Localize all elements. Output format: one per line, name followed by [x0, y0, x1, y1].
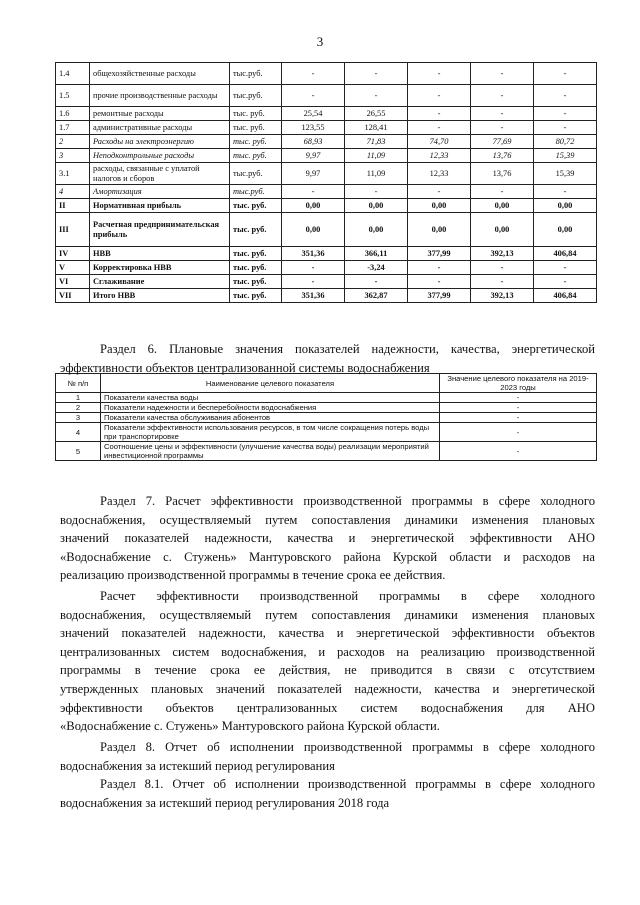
row-value: 9,97 [282, 149, 345, 163]
table-row [56, 199, 597, 213]
text-line: эффективности объектов централизованной системы водоснабжения [60, 360, 430, 375]
efficiency-paragraph [60, 587, 595, 736]
header-value: Значение целевого показателя на 2019-2023 годы [440, 374, 597, 393]
row-label: общехозяйственные расходы [90, 63, 230, 85]
section-8-paragraph [60, 738, 595, 775]
table-row [56, 63, 597, 85]
target-indicators-table [55, 373, 597, 461]
row-number: II [56, 199, 90, 213]
row-value: 11,09 [345, 163, 408, 185]
row-value: - [534, 121, 597, 135]
row-unit: тыс.руб. [230, 185, 282, 199]
row-unit: тыс. руб. [230, 121, 282, 135]
row-value: 351,36 [282, 289, 345, 303]
row-value: 0,00 [471, 199, 534, 213]
row-value: - [282, 261, 345, 275]
row-value: 123,55 [282, 121, 345, 135]
indicator-name: Показатели качества обслуживания абонентов [101, 413, 440, 423]
row-number: 3 [56, 149, 90, 163]
text-line: Раздел 8. Отчет об исполнении производственной программы в сфере холодного [100, 740, 595, 754]
row-value: - [408, 275, 471, 289]
row-value: -3,24 [345, 261, 408, 275]
row-number: VII [56, 289, 90, 303]
row-value: 13,76 [471, 149, 534, 163]
row-value: 377,99 [408, 247, 471, 261]
row-value: 68,93 [282, 135, 345, 149]
row-value: 77,69 [471, 135, 534, 149]
row-value: - [282, 185, 345, 199]
row-value: - [345, 275, 408, 289]
table-row [56, 121, 597, 135]
text-line: Раздел 7. Расчет эффективности производственной программы в сфере холодного [100, 494, 595, 508]
row-value: 0,00 [408, 213, 471, 247]
indicator-name: Показатели качества воды [101, 393, 440, 403]
row-value: 0,00 [282, 199, 345, 213]
text-line: водоснабжения за истекший период регулирования 2018 года [60, 795, 390, 810]
row-number: 4 [56, 185, 90, 199]
row-value: - [408, 85, 471, 107]
row-label: Итого НВВ [90, 289, 230, 303]
row-value: 9,97 [282, 163, 345, 185]
row-value: 26,55 [345, 107, 408, 121]
row-value: 406,84 [534, 289, 597, 303]
row-value: 0,00 [408, 199, 471, 213]
row-value: - [282, 63, 345, 85]
row-value: - [471, 63, 534, 85]
row-value: - [345, 63, 408, 85]
row-value: 128,41 [345, 121, 408, 135]
row-value: - [471, 121, 534, 135]
row-value: 366,11 [345, 247, 408, 261]
row-number: IV [56, 247, 90, 261]
text-line: значений показателей надежности, качества и энергетической эффективности объектов [60, 626, 595, 641]
table-row [56, 289, 597, 303]
indicator-name: Соотношение цены и эффективности (улучшение качества воды) реализации мероприятий инвестиционной программы [101, 442, 440, 461]
row-value: 377,99 [408, 289, 471, 303]
row-value: 0,00 [534, 199, 597, 213]
row-value: - [534, 275, 597, 289]
table-row [56, 423, 597, 442]
row-label: Нормативная прибыль [90, 199, 230, 213]
row-value: - [408, 261, 471, 275]
row-value: 392,13 [471, 247, 534, 261]
row-label: Неподконтрольные расходы [90, 149, 230, 163]
row-number: VI [56, 275, 90, 289]
row-value: 0,00 [471, 213, 534, 247]
row-unit: тыс. руб. [230, 289, 282, 303]
row-value: - [471, 85, 534, 107]
text-line: «Водоснабжение с. Стужень» Мантуровского района Курской области и расходов на [60, 549, 595, 564]
row-value: 15,39 [534, 149, 597, 163]
row-value: - [345, 185, 408, 199]
row-value: 0,00 [345, 199, 408, 213]
row-value: - [282, 275, 345, 289]
row-value: - [408, 107, 471, 121]
table-row [56, 163, 597, 185]
table-header-row [56, 374, 597, 393]
row-number: 1.7 [56, 121, 90, 135]
row-value: - [534, 185, 597, 199]
text-line: реализацию производственной программы в течение срока ее действия. [60, 568, 446, 583]
cost-table [55, 62, 597, 303]
row-value: 15,39 [534, 163, 597, 185]
row-value: - [408, 63, 471, 85]
row-label: административные расходы [90, 121, 230, 135]
row-number: 1 [56, 393, 101, 403]
row-unit: тыс.руб. [230, 63, 282, 85]
indicator-value: - [440, 442, 597, 461]
row-label: Сглаживание [90, 275, 230, 289]
row-value: - [408, 121, 471, 135]
text-line: утвержденных плановых значений показателей надежности, качества и энергетической [60, 681, 595, 696]
text-line: программы в течение срока ее действия, не приводится в связи с отсутствием [60, 663, 595, 678]
text-line: эффективности объектов централизованных систем водоснабжения для АНО [60, 700, 595, 715]
section-7-paragraph [60, 492, 595, 585]
row-number: 2 [56, 135, 90, 149]
row-value: - [471, 275, 534, 289]
row-label: прочие производственные расходы [90, 85, 230, 107]
indicator-value: - [440, 413, 597, 423]
table-row [56, 85, 597, 107]
row-value: 406,84 [534, 247, 597, 261]
row-value: 80,72 [534, 135, 597, 149]
row-number: 2 [56, 403, 101, 413]
text-line: водоснабжения, осуществляемый путем сопоставления динамики изменения плановых [60, 607, 595, 622]
section-8-1-paragraph [60, 775, 595, 812]
row-value: 0,00 [345, 213, 408, 247]
row-value: 25,54 [282, 107, 345, 121]
row-value: 11,09 [345, 149, 408, 163]
row-value: 0,00 [534, 213, 597, 247]
row-value: 362,87 [345, 289, 408, 303]
row-value: - [534, 63, 597, 85]
row-value: - [408, 185, 471, 199]
row-label: Амортизация [90, 185, 230, 199]
row-unit: тыс. руб. [230, 261, 282, 275]
row-unit: тыс. руб. [230, 199, 282, 213]
table-row [56, 213, 597, 247]
row-unit: тыс. руб. [230, 149, 282, 163]
row-value: - [534, 85, 597, 107]
row-number: 1.4 [56, 63, 90, 85]
row-number: 4 [56, 423, 101, 442]
row-value: 13,76 [471, 163, 534, 185]
header-indicator: Наименование целевого показателя [101, 374, 440, 393]
table-row [56, 185, 597, 199]
row-number: 3.1 [56, 163, 90, 185]
row-value: - [345, 85, 408, 107]
row-unit: тыс. руб. [230, 135, 282, 149]
text-line: водоснабжения за истекший период регулирования [60, 758, 335, 773]
table-row [56, 413, 597, 423]
row-label: ремонтные расходы [90, 107, 230, 121]
row-number: III [56, 213, 90, 247]
row-unit: тыс. руб. [230, 275, 282, 289]
row-unit: тыс. руб. [230, 213, 282, 247]
table-row [56, 247, 597, 261]
indicator-value: - [440, 423, 597, 442]
table-row [56, 275, 597, 289]
row-label: Расчетная предпринимательская прибыль [90, 213, 230, 247]
indicator-value: - [440, 403, 597, 413]
indicator-name: Показатели эффективности использования ресурсов, в том числе сокращения потерь воды при транспортировке [101, 423, 440, 442]
row-label: Расходы на электроэнергию [90, 135, 230, 149]
table-row [56, 135, 597, 149]
text-line: централизованных систем водоснабжения, и расходов на реализацию производственной [60, 644, 595, 659]
row-unit: тыс. руб. [230, 107, 282, 121]
row-value: - [534, 107, 597, 121]
row-unit: тыс.руб. [230, 163, 282, 185]
row-label: НВВ [90, 247, 230, 261]
row-value: - [471, 185, 534, 199]
row-number: V [56, 261, 90, 275]
text-line: «Водоснабжение с. Стужень» Мантуровского района Курской области. [60, 719, 440, 734]
row-value: 12,33 [408, 163, 471, 185]
row-unit: тыс. руб. [230, 247, 282, 261]
row-value: 392,13 [471, 289, 534, 303]
row-value: 0,00 [282, 213, 345, 247]
row-value: 12,33 [408, 149, 471, 163]
text-line: значений показателей надежности, качества и энергетической эффективности АНО [60, 531, 595, 546]
text-line: Раздел 6. Плановые значения показателей надежности, качества, энергетической [100, 342, 595, 356]
indicator-value: - [440, 393, 597, 403]
row-number: 5 [56, 442, 101, 461]
row-value: - [471, 261, 534, 275]
row-value: - [471, 107, 534, 121]
row-unit: тыс.руб. [230, 85, 282, 107]
row-label: Корректировка НВВ [90, 261, 230, 275]
table-row [56, 442, 597, 461]
text-line: водоснабжения, осуществляемый путем сопоставления динамики изменения плановых [60, 512, 595, 527]
text-line: Расчет эффективности производственной программы в сфере холодного [100, 589, 595, 603]
table-row [56, 393, 597, 403]
row-number: 1.5 [56, 85, 90, 107]
table-row [56, 149, 597, 163]
indicator-name: Показатели надежности и бесперебойности водоснабжения [101, 403, 440, 413]
text-line: Раздел 8.1. Отчет об исполнении производственной программы в сфере холодного [100, 777, 595, 791]
table-row [56, 261, 597, 275]
page-number: 3 [316, 34, 324, 49]
header-number: № п/п [56, 374, 101, 393]
row-label: расходы, связанные с уплатой налогов и сборов [90, 163, 230, 185]
row-value: 71,83 [345, 135, 408, 149]
section-6-title [60, 340, 595, 377]
table-row [56, 107, 597, 121]
row-number: 3 [56, 413, 101, 423]
row-value: - [282, 85, 345, 107]
row-value: - [534, 261, 597, 275]
row-value: 351,36 [282, 247, 345, 261]
table-row [56, 403, 597, 413]
row-value: 74,70 [408, 135, 471, 149]
row-number: 1.6 [56, 107, 90, 121]
